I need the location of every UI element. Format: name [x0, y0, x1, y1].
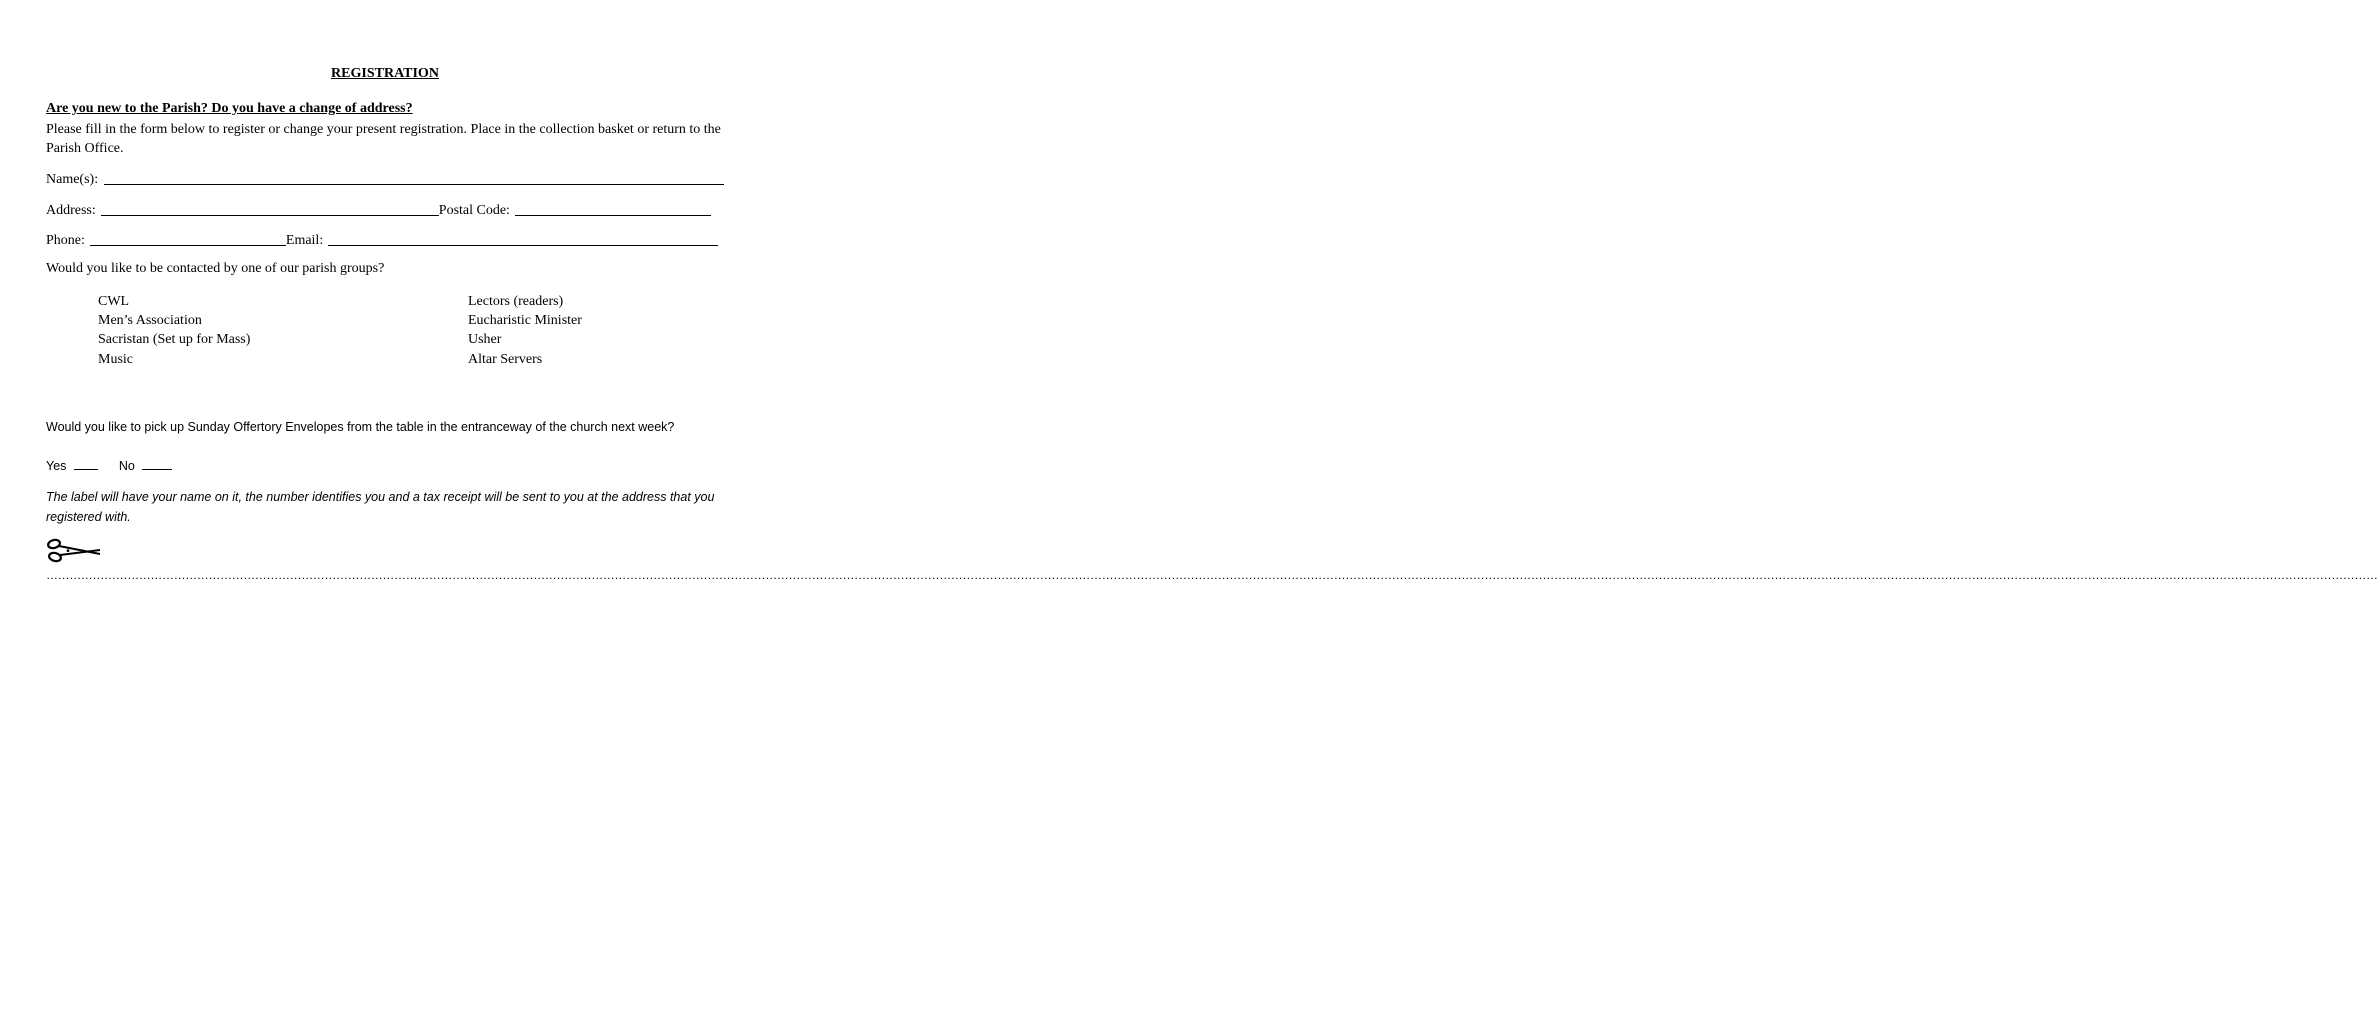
phone-label: Phone: — [46, 233, 85, 248]
names-row — [46, 168, 726, 188]
scissors-icon — [46, 538, 102, 564]
postal-code-label: Postal Code: — [438, 203, 510, 218]
page-title: REGISTRATION — [331, 66, 439, 81]
cut-line: ……………………………………………………………………………………………………………………………………………………………………………………………………………………………………………………………………………………………………………………………………………………………………………………………………………………………………………………………………………………………………………………………………………………… — [46, 568, 2378, 582]
address-field[interactable] — [101, 201, 439, 216]
groups-right-list — [468, 292, 582, 369]
phone-email-row — [46, 229, 726, 249]
group-item-altar-servers[interactable]: Altar Servers — [468, 351, 543, 367]
group-item-usher[interactable]: Usher — [468, 332, 502, 348]
groups-prompt: Would you like to be contacted by one of our parish groups? — [46, 261, 385, 276]
no-label: No — [118, 459, 135, 473]
instructions-text: Please fill in the form below to register or change your present registration. Place in the collection basket or return to the Parish Office. — [46, 122, 721, 156]
envelopes-question: Would you like to pick up Sunday Offertory Envelopes from the table in the entranceway of the church next week? — [46, 420, 675, 434]
label-note: The label will have your name on it, the number identifies you and a tax receipt will be sent to you at the address that you registered with. — [46, 490, 715, 524]
names-field[interactable] — [104, 170, 724, 185]
yes-blank[interactable] — [74, 456, 98, 470]
address-label: Address: — [46, 203, 96, 218]
yes-label: Yes — [46, 459, 67, 473]
email-field[interactable] — [328, 231, 718, 246]
group-item-music[interactable]: Music — [98, 351, 133, 367]
group-item-mens-association[interactable]: Men’s Association — [98, 313, 202, 329]
address-row — [46, 199, 726, 219]
yes-no-row — [46, 456, 172, 475]
group-item-lectors[interactable]: Lectors (readers) — [468, 294, 564, 309]
phone-field[interactable] — [90, 231, 286, 246]
group-item-eucharistic-minister[interactable]: Eucharistic Minister — [468, 313, 582, 329]
group-item-sacristan[interactable]: Sacristan (Set up for Mass) — [98, 332, 251, 348]
groups-left-list — [98, 292, 250, 369]
names-label: Name(s): — [46, 172, 99, 187]
no-blank[interactable] — [142, 456, 172, 470]
group-item-cwl[interactable]: CWL — [98, 294, 130, 309]
postal-code-field[interactable] — [515, 201, 711, 216]
intro-question: Are you new to the Parish? Do you have a change of address? — [46, 101, 413, 116]
email-label: Email: — [285, 233, 324, 248]
